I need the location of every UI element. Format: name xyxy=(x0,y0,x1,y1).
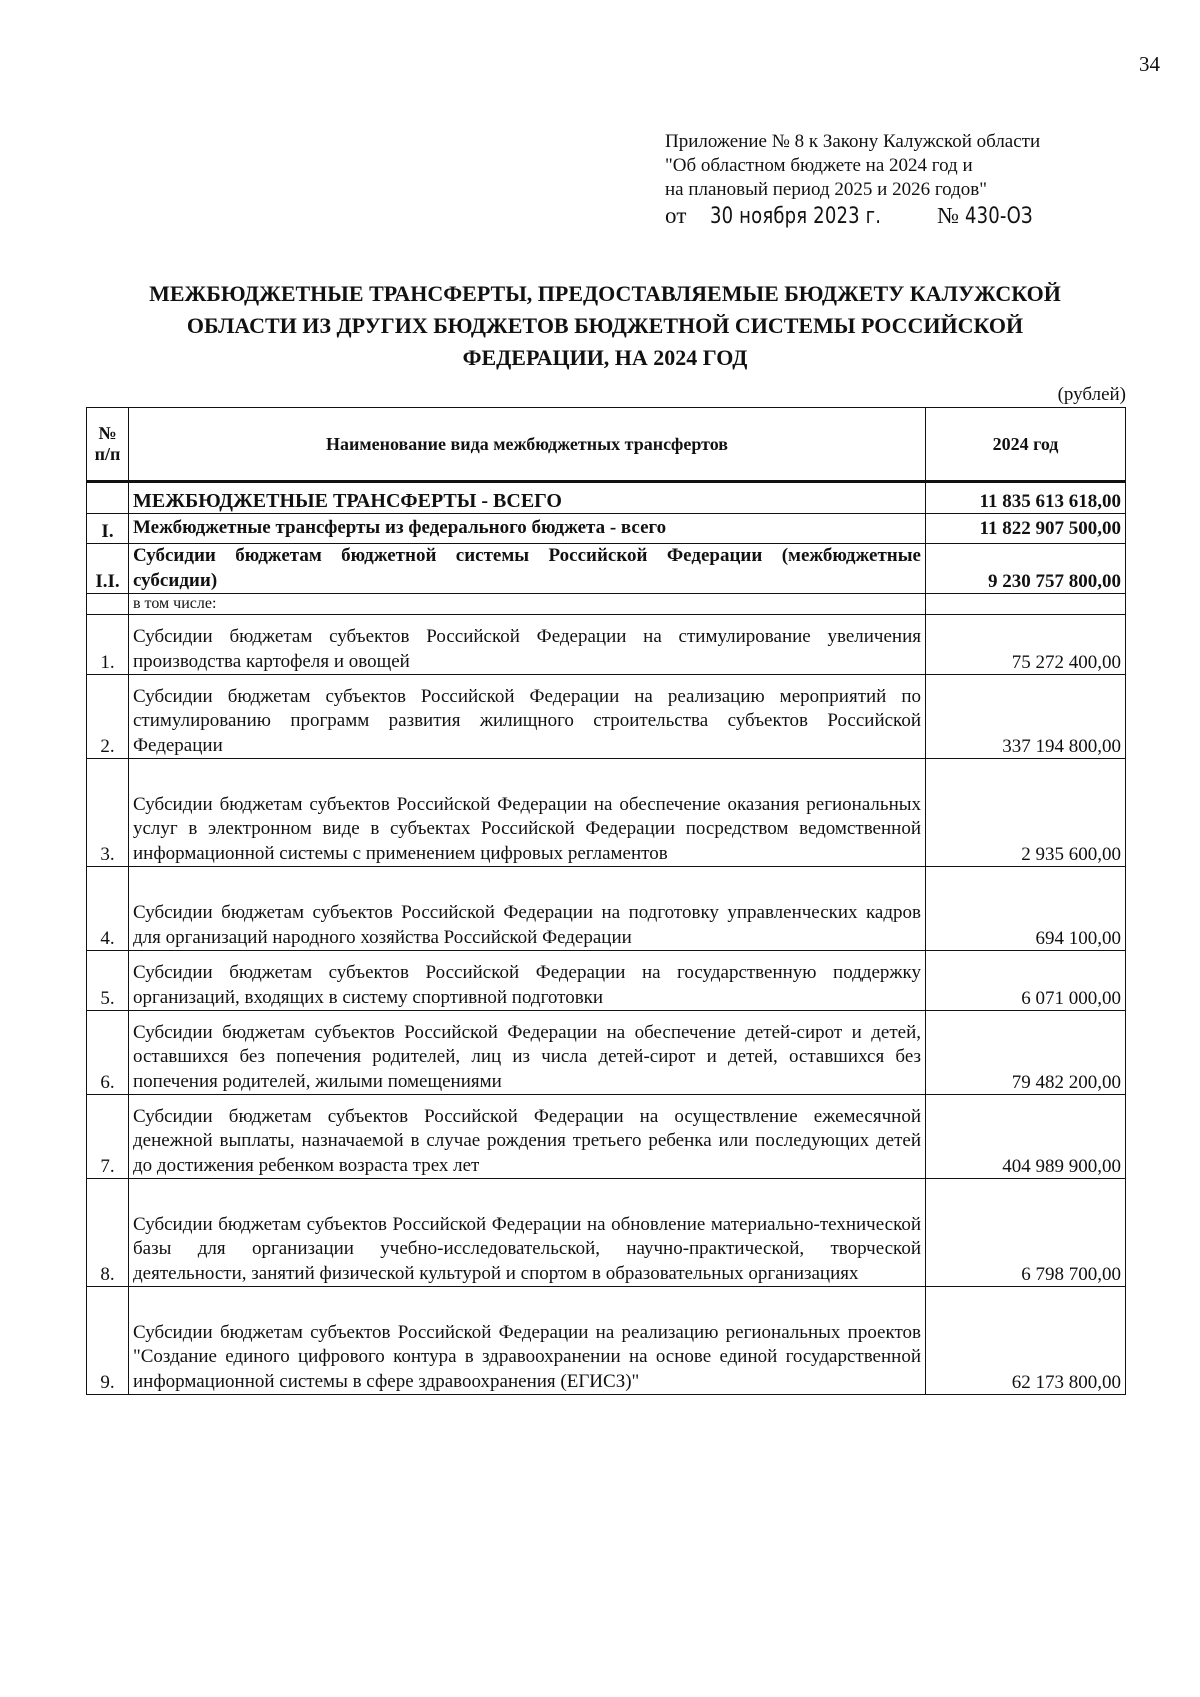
row-amount: 2 935 600,00 xyxy=(926,759,1126,867)
federal-row xyxy=(87,514,1126,544)
row-amount: 6 071 000,00 xyxy=(926,951,1126,1011)
row-name: Субсидии бюджетам субъектов Российской Федерации на стимулирование увеличения производства картофеля и овощей xyxy=(129,615,926,675)
row-amount: 62 173 800,00 xyxy=(926,1287,1126,1395)
table-row xyxy=(87,759,1126,867)
subsidies-row xyxy=(87,544,1126,594)
table-row xyxy=(87,867,1126,951)
row-name: Субсидии бюджетам субъектов Российской Федерации на обновление материально-технической базы для организации учебно-исследовательской, научно-практической, творческой деятельности, занятий физической культурой и спортом в образовательных организациях xyxy=(129,1179,926,1287)
row-amount: 404 989 900,00 xyxy=(926,1095,1126,1179)
title-line-2: ОБЛАСТИ ИЗ ДРУГИХ БЮДЖЕТОВ БЮДЖЕТНОЙ СИСТЕМЫ РОССИЙСКОЙ xyxy=(186,313,1024,338)
title-line-3: ФЕДЕРАЦИИ, НА 2024 ГОД xyxy=(462,345,748,370)
row-name: Субсидии бюджетам субъектов Российской Федерации на обеспечение детей-сирот и детей, оставшихся без попечения родителей, лиц из числа детей-сирот и детей, оставшихся без попечения родителей, жилыми помещениями xyxy=(129,1011,926,1095)
including-row xyxy=(87,594,1126,615)
total-name: МЕЖБЮДЖЕТНЫЕ ТРАНСФЕРТЫ - ВСЕГО xyxy=(129,482,926,514)
total-num xyxy=(87,482,129,514)
units-label: (рублей) xyxy=(1057,384,1126,405)
appendix-line-3: на плановый период 2025 и 2026 годов" xyxy=(665,179,987,200)
from-label: от xyxy=(665,203,687,228)
header-num: № п/п xyxy=(87,408,129,482)
appendix-line-1: Приложение № 8 к Закону Калужской области xyxy=(665,131,1041,152)
document-title xyxy=(85,278,1125,374)
table-row xyxy=(87,615,1126,675)
table-header-row xyxy=(87,408,1126,482)
row-num: 9. xyxy=(87,1287,129,1395)
appendix-header xyxy=(665,130,1048,229)
table-row xyxy=(87,675,1126,759)
row-name: Субсидии бюджетам субъектов Российской Федерации на реализацию региональных проектов "Создание единого цифрового контура в здравоохранении на основе единой государственной информационной системы в сфере здравоохранения (ЕГИСЗ)" xyxy=(129,1287,926,1395)
row-num: 5. xyxy=(87,951,129,1011)
federal-amount: 11 822 907 500,00 xyxy=(926,514,1126,544)
row-amount: 75 272 400,00 xyxy=(926,615,1126,675)
row-name: Субсидии бюджетам субъектов Российской Федерации на подготовку управленческих кадров для организаций народного хозяйства Российской Федерации xyxy=(129,867,926,951)
including-amount xyxy=(926,594,1126,615)
row-name: Субсидии бюджетам субъектов Российской Федерации на реализацию мероприятий по стимулированию программ развития жилищного строительства субъектов Российской Федерации xyxy=(129,675,926,759)
row-amount: 337 194 800,00 xyxy=(926,675,1126,759)
row-num: 1. xyxy=(87,615,129,675)
row-name: Субсидии бюджетам субъектов Российской Федерации на государственную поддержку организаций, входящих в систему спортивной подготовки xyxy=(129,951,926,1011)
subsidies-num: I.I. xyxy=(87,544,129,594)
header-name: Наименование вида межбюджетных трансфертов xyxy=(129,408,926,482)
including-num xyxy=(87,594,129,615)
row-num: 2. xyxy=(87,675,129,759)
table-row xyxy=(87,1011,1126,1095)
law-date: 30 ноября 2023 г. xyxy=(710,204,882,229)
title-line-1: МЕЖБЮДЖЕТНЫЕ ТРАНСФЕРТЫ, ПРЕДОСТАВЛЯЕМЫЕ БЮДЖЕТУ КАЛУЖСКОЙ xyxy=(149,281,1061,306)
table-row xyxy=(87,1095,1126,1179)
page-number: 34 xyxy=(1139,52,1160,76)
row-num: 7. xyxy=(87,1095,129,1179)
appendix-line-2: "Об областном бюджете на 2024 год и xyxy=(665,155,973,176)
including-label: в том числе: xyxy=(129,594,926,615)
row-name: Субсидии бюджетам субъектов Российской Федерации на осуществление ежемесячной денежной выплаты, назначаемой в случае рождения третьего ребенка или последующих детей до достижения ребенком возраста трех лет xyxy=(129,1095,926,1179)
total-row xyxy=(87,482,1126,514)
header-year: 2024 год xyxy=(926,408,1126,482)
number-label: № xyxy=(937,203,960,228)
table-row xyxy=(87,951,1126,1011)
row-num: 6. xyxy=(87,1011,129,1095)
table-row xyxy=(87,1287,1126,1395)
row-num: 8. xyxy=(87,1179,129,1287)
appendix-date-line xyxy=(665,204,1048,229)
subsidies-name: Субсидии бюджетам бюджетной системы Российской Федерации (межбюджетные субсидии) xyxy=(129,544,926,594)
law-number: 430-ОЗ xyxy=(965,204,1033,229)
row-amount: 6 798 700,00 xyxy=(926,1179,1126,1287)
total-amount: 11 835 613 618,00 xyxy=(926,482,1126,514)
row-num: 4. xyxy=(87,867,129,951)
subsidies-amount: 9 230 757 800,00 xyxy=(926,544,1126,594)
federal-num: I. xyxy=(87,514,129,544)
row-amount: 79 482 200,00 xyxy=(926,1011,1126,1095)
row-name: Субсидии бюджетам субъектов Российской Федерации на обеспечение оказания региональных услуг в электронном виде в субъектах Российской Федерации посредством ведомственной информационной системы с применением цифровых регламентов xyxy=(129,759,926,867)
row-amount: 694 100,00 xyxy=(926,867,1126,951)
federal-name: Межбюджетные трансферты из федерального бюджета - всего xyxy=(129,514,926,544)
transfers-table xyxy=(86,407,1126,1395)
table-row xyxy=(87,1179,1126,1287)
row-num: 3. xyxy=(87,759,129,867)
